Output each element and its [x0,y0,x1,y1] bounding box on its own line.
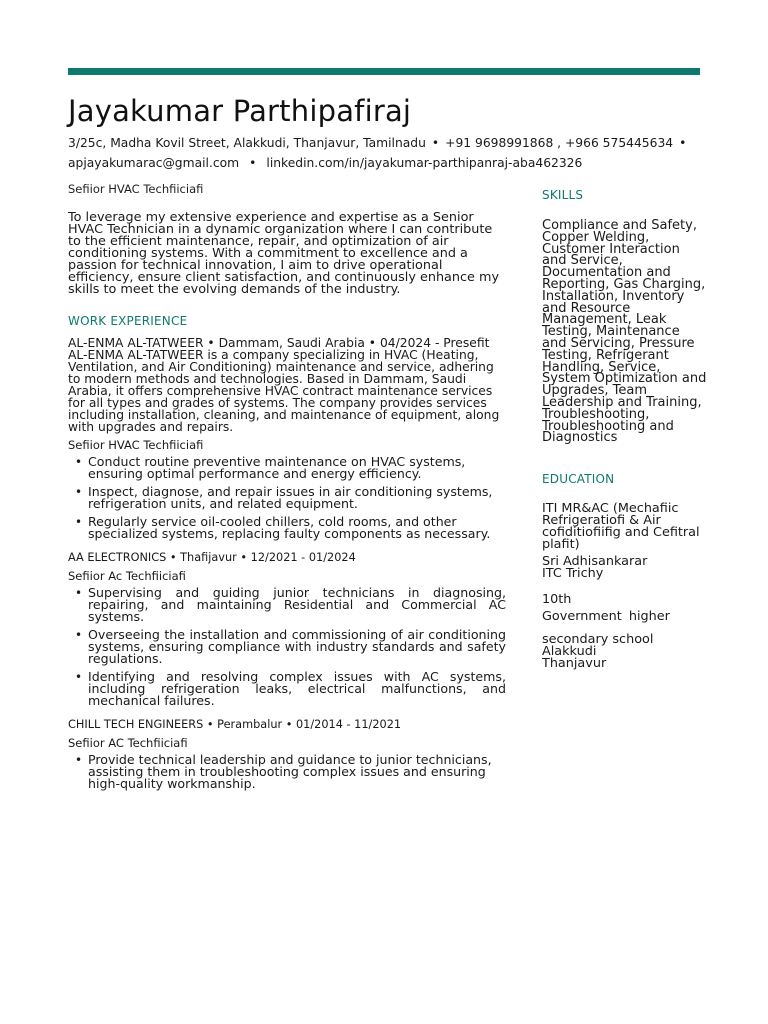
main-column [68,182,506,802]
objective-summary: To leverage my extensive experience and expertise as a Senior HVAC Technician in a dynamic organization where I can contribute to the efficient maintenance, repair, and optimization of air conditioning systems. With a commitment to excellence and a passion for technical innovation, I aim to drive operational efficiency, ensure client satisfaction, and continuously enhance my skills to meet the evolving demands of the industry. [68,210,500,297]
bullet-icon: • [75,455,83,469]
separator: • [679,136,687,150]
job-role: Sefiior Ac Techfiiciafi [68,569,186,583]
job-duties-list [68,587,506,707]
institution-name: Sri Adhisankarar [542,554,648,570]
duty-text: Overseeing the installation and commissioning of air conditioning systems, ensuring compliance with industry standards and safety regulations. [88,627,506,666]
job-header: CHILL TECH ENGINEERS • Perambalur • 01/2014 - 11/2021 [68,718,402,731]
job-entry [68,719,506,790]
duty-text: Regularly service oil-cooled chillers, cold rooms, and other specialized systems, replacing faulty components as necessary. [88,514,491,541]
institution-location: Thanjavur [542,656,607,672]
phone-numbers: +91 9698991868 , +966 575445634 [445,136,674,150]
header-accent-bar [68,68,700,75]
institution-name: Government higher [542,609,670,625]
education-heading: EDUCATION [542,472,615,487]
job-role: Sefiior AC Techfiiciafi [68,736,188,750]
bullet-icon: • [75,515,83,529]
list-item [75,752,506,791]
bullet-icon: • [75,586,83,600]
separator: • [249,155,257,170]
job-duties-list [68,754,506,790]
sidebar-column [542,188,708,682]
separator: • [431,136,440,150]
bullet-icon: • [75,753,83,767]
bullet-icon: • [75,485,83,499]
list-item [75,454,506,481]
duty-text: Supervising and guiding junior technicians in diagnosing, repairing, and maintaining Residential and Commercial AC systems. [88,585,506,624]
list-item [75,585,506,624]
list-item [75,669,506,708]
job-entry [68,337,506,540]
job-role: Sefiior HVAC Techfiiciafi [68,438,204,452]
duty-text: Provide technical leadership and guidance to junior technicians, assisting them in troubleshooting complex issues and ensuring high-quality workmanship. [88,752,492,791]
institution-location: Alakkudi [542,644,597,660]
institution-location: ITC Trichy [542,566,604,582]
address: 3/25c, Madha Kovil Street, Alakkudi, Thanjavur, Tamilnadu [68,136,426,150]
list-item [75,484,506,511]
linkedin-link[interactable]: linkedin.com/in/jayakumar-parthipanraj-aba462326 [266,155,583,170]
email-link[interactable]: apjayakumarac@gmail.com [68,155,240,170]
candidate-name: Jayakumar Parthipafiraj [68,94,412,128]
education-entry [542,503,708,580]
list-item [75,627,506,666]
job-title-subtitle: Sefiior HVAC Techfiiciafi [68,182,204,196]
bullet-icon: • [75,670,83,684]
education-entry [542,594,708,670]
job-header: AA ELECTRONICS • Thafijavur • 12/2021 - 01/2024 [68,551,356,564]
job-duties-list [68,456,506,540]
duty-text: Conduct routine preventive maintenance on HVAC systems, ensuring optimal performance and energy efficiency. [88,454,466,481]
job-entry [68,552,506,707]
work-experience-heading: WORK EXPERIENCE [68,314,188,328]
duty-text: Inspect, diagnose, and repair issues in air conditioning systems, refrigeration units, and related equipment. [88,484,493,511]
contact-info [68,134,698,173]
list-item [75,514,506,541]
duty-text: Identifying and resolving complex issues with AC systems, including refrigeration leaks, electrical malfunctions, and mechanical failures. [88,669,506,708]
institution-name-cont: secondary school [542,632,654,648]
bullet-icon: • [75,628,83,642]
skills-heading: SKILLS [542,188,584,202]
degree-title: ITI MR&AC (Mechafiic Refrigeratiofi & Air cofiditiofiifig and Cefitral plafit) [542,501,700,553]
job-header: AL-ENMA AL-TATWEER • Dammam, Saudi Arabia • 04/2024 - Presefit AL-ENMA AL-TATWEER is a company specializing in HVAC (Heating, Ventilation, and Air Conditioning) maintenance and service, adhering to modern methods and technologies. Based in Dammam, Saudi Arabia, it offers comprehensive HVAC contract maintenance services for all types and grades of systems. The company provides services including installation, cleaning, and maintenance of equipment, along with upgrades and repairs. [68,336,500,434]
skills-list: Compliance and Safety, Copper Welding, Customer Interaction and Service, Documentation and Reporting, Gas Charging, Installation, Inventory and Resource Management, Leak Testing, Maintenance and Servicing, Pressure Testing, Refrigerant Handling, Service, System Optimization and Upgrades, Team Leadership and Training, Troubleshooting, Troubleshooting and Diagnostics [542,218,707,446]
degree-title: 10th [542,592,572,608]
